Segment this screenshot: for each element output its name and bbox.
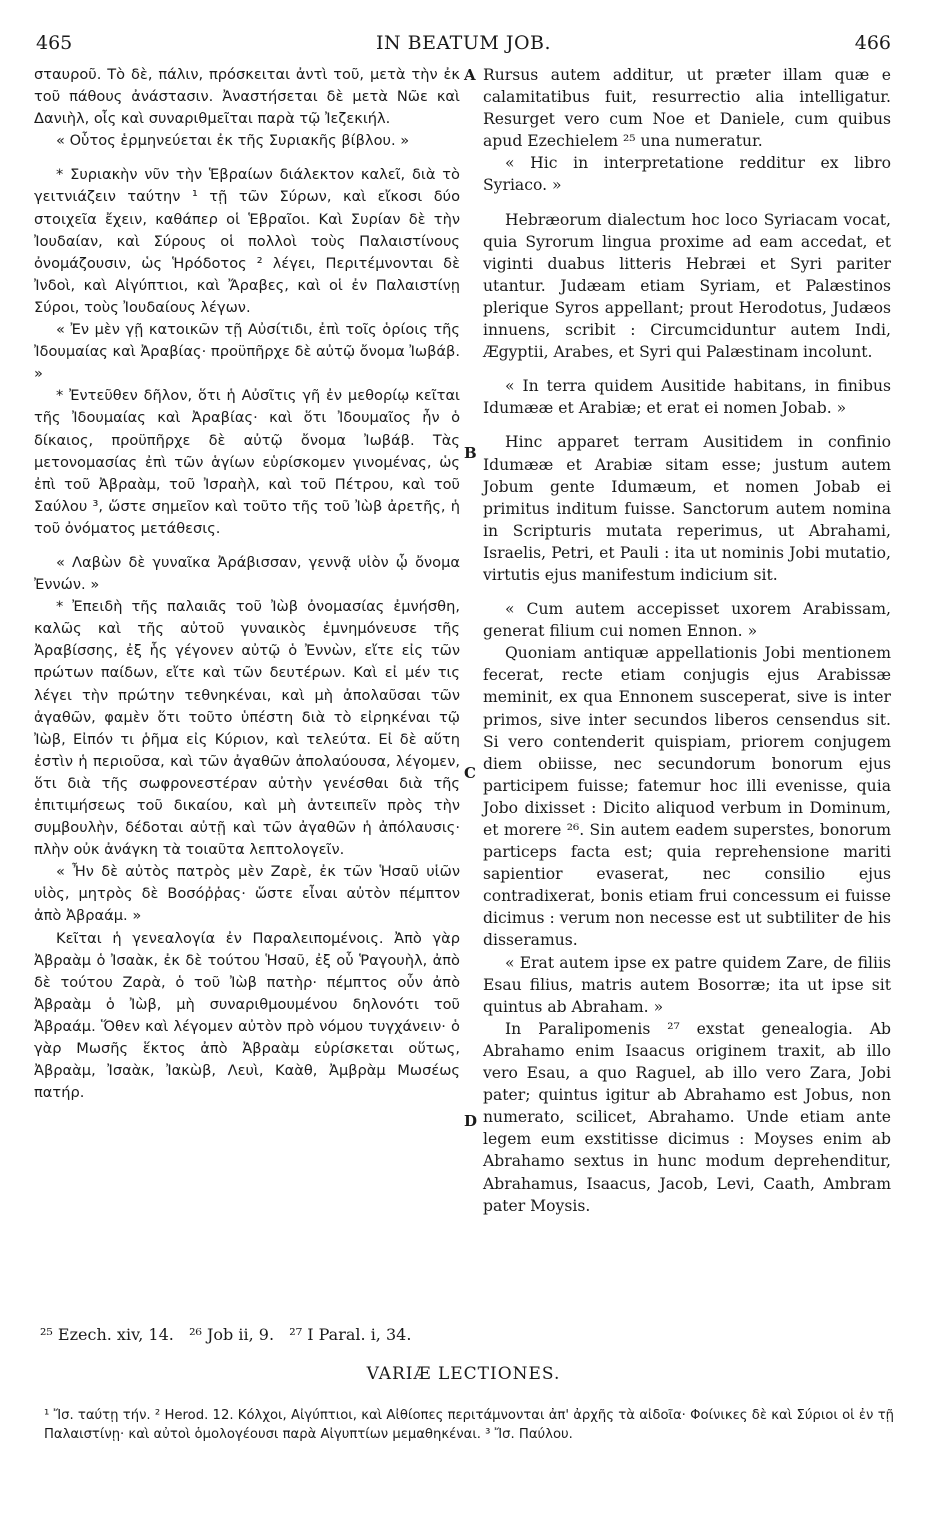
- variae-lectiones-title: VARIÆ LECTIONES.: [366, 1364, 561, 1384]
- latin-paragraph: In Paralipomenis ²⁷ exstat genealogia. Ab Abrahamo enim Isaacus originem traxit, ab illo vero Esau, a quo Raguel, ab illo vero Zara, Jobi pater; quintus igitur ab Abrahamo est Jobus, non numerato, scilicet, Abrahamo. Unde etiam ante legem eum exstitisse dicimus : Moyses enim ab Abrahamo sextus in hunc modum deprehenditur, Abrahamus, Isaacus, Jacob, Levi, Caath, Ambram pater Moysis.: [483, 1019, 891, 1215]
- greek-paragraph: * Ἐντεῦθεν δῆλον, ὅτι ἡ Αὐσῖτις γῆ ἐν μεθορίῳ κεῖται τῆς Ἰδουμαίας καὶ Ἀραβίας· καὶ ὅτι Ἰδουμαῖος ἦν ὁ δίκαιος, προϋπῆρχε δὲ αὐτῷ ὄνομα Ἰωβάβ. Τὰς μετονομασίας ἐπὶ τῶν ἁγίων εὑρίσκομεν γινομένας, ὡς ἐπὶ τοῦ Ἀβραὰμ, τοῦ Ἰσραὴλ, καὶ τοῦ Πέτρου, καὶ τοῦ Σαύλου ³, ὥστε σημεῖον καὶ τοῦτο τῆς τοῦ Ἰὼβ ἀρετῆς, ἡ τοῦ ὀνόματος μετάθεσις.: [34, 387, 460, 537]
- greek-lemma: « Λαβὼν δὲ γυναῖκα Ἀράβισσαν, γεννᾷ υἱὸν ᾧ ὄνομα Ἐννών. »: [34, 553, 460, 594]
- latin-lemma: « Hic in interpretatione redditur ex libro Syriaco. »: [483, 154, 891, 195]
- greek-paragraph: Κεῖται ἡ γενεαλογία ἐν Παραλειπομένοις. Ἀπὸ γὰρ Ἀβραὰμ ὁ Ἰσαὰκ, ἐκ δὲ τούτου Ἡσαῦ, ἐξ οὗ Ῥαγουὴλ, ἀπὸ δὲ τούτου Ζαρὰ, ὁ τοῦ Ἰὼβ πατὴρ· πέμπτος οὖν ἀπὸ Ἀβραὰμ ὁ Ἰὼβ, μὴ συναριθμουμένου δηλονότι τοῦ Ἀβραάμ. Ὅθεν καὶ λέγομεν αὐτὸν πρὸ νόμου τυγχάνειν· ὁ γὰρ Μωσῆς ἕκτος ἀπὸ Ἀβραὰμ εὑρίσκεται οὕτως, Ἀβραὰμ, Ἰσαὰκ, Ἰακὼβ, Λευὶ, Καὰθ, Ἀμβρὰμ Μωσέως πατήρ.: [34, 929, 460, 1102]
- latin-paragraph: Quoniam antiquæ appellationis Jobi mentionem fecerat, recte etiam conjugis ejus Arabissæ meminit, ex qua Ennonem susceperat, sive is inter primos, sive inter secundos liberos censendus sit. Si vero contenderit quispiam, priorem conjugem diem obiisse, nec secundorum bonorum ejus participem fuisse; fatemur hoc illi evenisse, quia Jobo dixisset : Dicito aliquod verbum in Dominum, et morere ²⁶. Sin autem eadem superstes, bonorum particeps facta est; quia reprehensione mariti sapientior evaserat, nec consilio ejus contradixerat, bonis etiam frui concessum ei fuisse dicimus : verum non necesse est ut subtiliter de his disseramus.: [483, 644, 891, 950]
- latin-lemma: « In terra quidem Ausitide habitans, in finibus Idumææ et Arabiæ; et erat ei nomen Jobab. »: [483, 377, 891, 418]
- running-title: IN BEATUM JOB.: [375, 32, 552, 54]
- page-number-right: 466: [854, 32, 891, 54]
- section-marker-a: A: [464, 66, 476, 84]
- latin-lemma: « Erat autem ipse ex patre quidem Zare, de filiis Esau filius, matris autem Bosorræ; ita ut ipse sit quintus ab Abraham. »: [483, 953, 891, 1016]
- section-marker-b: B: [464, 444, 477, 462]
- greek-paragraph: σταυροῦ. Τὸ δὲ, πάλιν, πρόσκειται ἀντὶ τοῦ, μετὰ τὴν ἐκ τοῦ πάθους ἀνάστασιν. Ἀναστήσεται δὲ μετὰ Νῶε καὶ Δανιὴλ, οἷς καὶ συναριθμεῖται παρὰ τῷ Ἰεζεκιήλ.: [34, 66, 460, 128]
- page-number-left: 465: [36, 32, 73, 54]
- greek-paragraph: * Συριακὴν νῦν τὴν Ἑβραίων διάλεκτον καλεῖ, διὰ τὸ γειτνιάζειν ταύτην ¹ τῇ τῶν Σύρων, καὶ εἴκοσι δύο στοιχεῖα ἔχειν, καθάπερ οἱ Ἑβραῖοι. Καὶ Συρίαν δὲ τὴν Ἰουδαίαν, καὶ Σύρους οἱ πολλοὶ τοὺς Παλαιστίνους ὀνομάζουσιν, ὡς Ἡρόδοτος ² λέγει, Περιτέμνονται δὲ Ἰνδοὶ, καὶ Αἰγύπτιοι, καὶ Ἄραβες, καὶ οἱ ἐν Παλαιστίνῃ Σύροι, τοὺς Ἰουδαίους λέγων.: [34, 166, 460, 316]
- greek-lemma: « Ἐν μὲν γῇ κατοικῶν τῇ Αὐσίτιδι, ἐπὶ τοῖς ὁρίοις τῆς Ἰδουμαίας καὶ Ἀραβίας· προϋπῆρχε δὲ αὐτῷ ὄνομα Ἰωβάβ. »: [34, 321, 460, 383]
- latin-paragraph: Rursus autem additur, ut præter illam quæ e calamitatibus fuit, resurrectio alia intelligatur. Resurget vero cum Noe et Daniele, cum quibus apud Ezechielem ²⁵ una numeratur.: [483, 66, 891, 151]
- footnotes: ²⁵ Ezech. xiv, 14. ²⁶ Job ii, 9. ²⁷ I Paral. i, 34.: [40, 1325, 412, 1344]
- section-marker-c: C: [464, 764, 476, 782]
- latin-column: [483, 64, 891, 1217]
- greek-column: [34, 64, 460, 1104]
- greek-paragraph: * Ἐπειδὴ τῆς παλαιᾶς τοῦ Ἰὼβ ὀνομασίας ἐμνήσθη, καλῶς καὶ τῆς αὐτοῦ γυναικὸς ἐμνημόνευσε τῆς Ἀραβίσσης, ἐξ ἧς γέγονεν αὐτῷ ὁ Ἐννὼν, εἴτε εἰς τῶν πρώτων παίδων, εἴτε καὶ τῶν δευτέρων. Καὶ εἰ μέν τις λέγει τὴν πρώτην τεθνηκέναι, καὶ μὴ ἀπολαῦσαι τῶν ἀγαθῶν, φαμὲν ὅτι τοῦτο ὑπέστη διὰ τὸ εἰρηκέναι τῷ Ἰὼβ, Εἰπόν τι ῥῆμα εἰς Κύριον, καὶ τελεύτα. Εἰ δὲ αὕτη ἐστὶν ἡ περιοῦσα, καὶ τῶν ἀγαθῶν ἀπολαύουσα, λέγομεν, ὅτι διὰ τῆς σωφρονεστέραν αὐτὴν γενέσθαι διὰ τῆς ἐπιτιμήσεως τοῦ δικαίου, καὶ μὴ ἀντειπεῖν πρὸς τὴν συμβουλὴν, δέδοται αὐτῇ καὶ τῶν ἀγαθῶν ἡ ἀπόλαυσις· πλὴν οὐκ ἀνάγκη τὰ τοιαῦτα λεπτολογεῖν.: [34, 598, 460, 859]
- greek-lemma: « Οὗτος ἑρμηνεύεται ἐκ τῆς Συριακῆς βίβλου. »: [56, 132, 410, 150]
- running-header: [0, 32, 927, 62]
- section-marker-d: D: [464, 1112, 478, 1130]
- latin-lemma: « Cum autem accepisset uxorem Arabissam, generat filium cui nomen Ennon. »: [483, 600, 891, 641]
- latin-paragraph: Hebræorum dialectum hoc loco Syriacam vocat, quia Syrorum lingua proxime ad eam accedat, et viginti duabus litteris Hebræi et Syri pariter utantur. Judæam etiam Syriam, et Palæstinos plerique Syros appellant; prout Herodotus, Judæos innuens, scribit : Circumciduntur autem Indi, Ægyptii, Arabes, et Syri qui Palæstinam incolunt.: [483, 210, 891, 362]
- greek-lemma: « Ἦν δὲ αὐτὸς πατρὸς μὲν Ζαρὲ, ἐκ τῶν Ἡσαῦ υἱῶν υἱὸς, μητρὸς δὲ Βοσόῤῥας· ὥστε εἶναι αὐτὸν πέμπτον ἀπὸ Ἀβραάμ. »: [34, 863, 460, 925]
- variae-lectiones-text: ¹ Ἴσ. ταύτῃ τήν. ² Herod. 12. Κόλχοι, Αἰγύπτιοι, καὶ Αἰθίοπες περιτάμνονται ἀπ' ἀρχῆς τὰ αἰδοῖα· Φοίνικες δὲ καὶ Σύριοι οἱ ἐν τῇ Παλαιστίνῃ· καὶ αὐτοὶ ὁμολογέουσι παρὰ Αἰγυπτίων μεμαθηκέναι. ³ Ἴσ. Παύλου.: [44, 1408, 894, 1442]
- latin-paragraph: Hinc apparet terram Ausitidem in confinio Idumææ et Arabiæ sitam esse; justum autem Jobum gente Idumæum, et nomen Jobab ei primitus inditum fuisse. Sanctorum autem nomina in Scripturis mutata reperimus, ut Abrahami, Israelis, Petri, et Pauli : ita ut nominis Jobi mutatio, virtutis ejus manifestum indicium sit.: [483, 433, 891, 584]
